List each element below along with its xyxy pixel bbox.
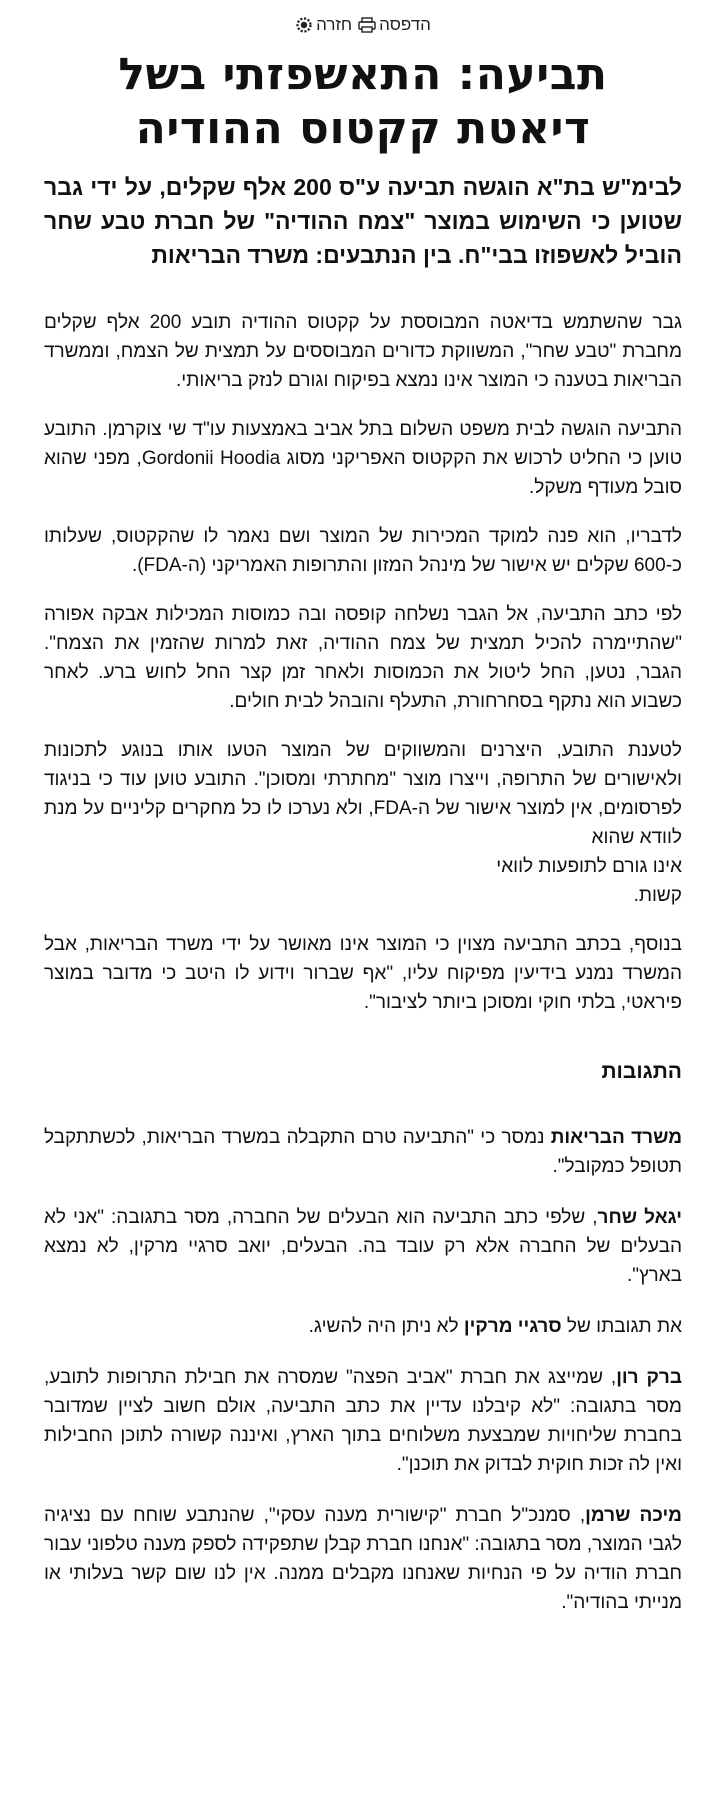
respondent-name: משרד הבריאות (550, 1127, 682, 1148)
body-line: קשות. (633, 885, 682, 906)
response-item (44, 1123, 682, 1181)
body-paragraph: לפי כתב התביעה, אל הגבר נשלחה קופסה ובה כמוסות המכילות אבקה אפורה "שהתיימרה להכיל תמצית של צמח ההודיה, זאת למרות שהזמין את הצמח". הגבר, נטען, החל ליטול את הכמוסות ולאחר זמן קצר החל לחוש ברע. לאחר כשבוע הוא נתקף בסחרחורת, התעלף והובהל לבית חולים. (44, 604, 682, 712)
body-paragraph: לדבריו, הוא פנה למוקד המכירות של המוצר ושם נאמר לו שהקקטוס, שעלותו כ-600 שקלים יש אישור של מינהל המזון והתרופות האמריקני (ה-FDA). (44, 526, 682, 576)
response-text: לא ניתן היה להשיג. (308, 1316, 464, 1337)
back-gear-icon (295, 16, 313, 34)
body-paragraph: גבר שהשתמש בדיאטה המבוססת על קקטוס ההודיה תובע 200 אלף שקלים מחברת "טבע שחר", המשווקת כדורים המבוססים על תמצית של הצמח, וממשרד הבריאות בטענה כי המוצר אינו נמצא בפיקוח וגורם לנזק בריאותי. (44, 312, 682, 391)
response-text: , סמנכ"ל חברת "קישורית מענה עסקי", שהנתבע שוחח עם נציגיה לגבי המוצר, מסר בתגובה: "אנחנו חברת קבלן שתפקידה לספק מענה טלפוני עבור חברת הודיה על פי הנחיות שאנחנו מקבלים ממנה. אין לנו שום קשר בעלותי או מנייתי בהודיה". (44, 1505, 682, 1613)
respondent-name: סרגיי מרקין (463, 1316, 562, 1337)
article-toolbar (44, 12, 682, 38)
printer-icon (358, 17, 376, 33)
body-paragraph: התביעה הוגשה לבית משפט השלום בתל אביב באמצעות עו"ד שי צוקרמן. התובע טוען כי החליט לרכוש את הקקטוס האפריקני מסוג Gordonii Hoodia, מפני שהוא סובל מעודף משקל. (44, 419, 682, 498)
response-text: נמסר כי "התביעה טרם התקבלה במשרד הבריאות, לכשתתקבל תטופל כמקובל". (44, 1127, 682, 1177)
respondent-name: יגאל שחר (597, 1207, 682, 1228)
back-link[interactable] (295, 15, 352, 35)
print-link[interactable] (358, 15, 431, 35)
response-text: , שלפי כתב התביעה הוא הבעלים של החברה, מסר בתגובה: "אני לא הבעלים של החברה אלא רק עובד בה. הבעלים, יואב סרגיי מרקין, לא נמצא בארץ". (44, 1207, 682, 1286)
article-subhead: לבימ"ש בת"א הוגשה תביעה ע"ס 200 אלף שקלים, על ידי גבר שטוען כי השימוש במוצר "צמח ההודיה" של חברת טבע שחר הוביל לאשפוזו בבי"ח. בין הנתבעים: משרד הבריאות (44, 174, 682, 268)
response-item (44, 1312, 682, 1341)
response-text: , שמייצג את חברת "אביב הפצה" שמסרה את חבילת התרופות לתובע, מסר בתגובה: "לא קיבלנו עדיין את כתב התביעה, אולם חשוב לציין שמדובר בחברת שליחויות שמבצעת משלוחים בתוך הארץ, ואיננה קשורה לתוכן החבילות ואין לה זכות חוקית לבדוק את תוכנן". (44, 1367, 682, 1475)
response-prefix: את תגובתו של (561, 1316, 682, 1337)
body-paragraph: בנוסף, בכתב התביעה מצוין כי המוצר אינו מאושר על ידי משרד הבריאות, אבל המשרד נמנע בידיעין מפיקוח עליו, "אף שברור וידוע לו היטב כי מדובר במוצר פיראטי, בלתי חוקי ומסוכן ביותר לציבור". (44, 934, 682, 1013)
body-paragraph (44, 736, 682, 910)
body-line: לטענת התובע, היצרנים והמשווקים של המוצר הטעו אותו בנוגע לתכונות ולאישורים של התרופה, וייצרו מוצר "מחתרתי ומסוכן". התובע טוען עוד כי בניגוד לפרסומים, אין למוצר אישור של ה-FDA, ולא נערכו לו כל מחקרים קליניים על מנת לוודא שהוא (44, 740, 682, 848)
article-headline: תביעה: התאשפזתי בשל דיאטת קקטוס ההודיה (118, 49, 608, 154)
response-item (44, 1363, 682, 1479)
respondent-name: מיכה שרמן (585, 1505, 682, 1526)
response-item (44, 1501, 682, 1617)
respondent-name: ברק רון (616, 1367, 683, 1388)
body-line: אינו גורם לתופעות לוואי (496, 856, 682, 877)
response-item (44, 1203, 682, 1290)
print-label: הדפסה (379, 15, 431, 34)
article-body (44, 308, 682, 1017)
back-label: חזרה (316, 15, 353, 34)
responses-heading: התגובות (601, 1060, 682, 1083)
